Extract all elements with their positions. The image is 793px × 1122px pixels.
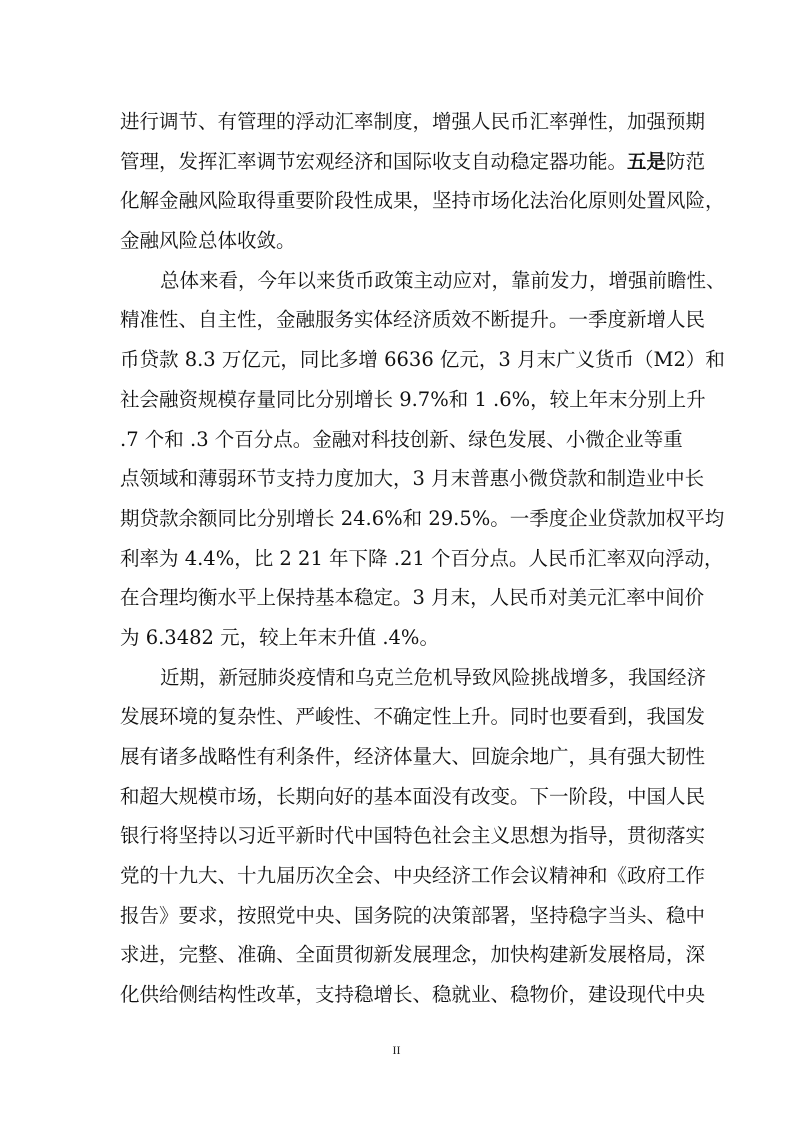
text-line: 点领域和薄弱环节支持力度加大，3 月末普惠小微贷款和制造业中长 [120, 467, 705, 491]
text-line: 银行将坚持以习近平新时代中国特色社会主义思想为指导，贯彻落实 [120, 824, 706, 848]
paragraph-first-line: 总体来看，今年以来货币政策主动应对，靠前发力，增强前瞻性、 [160, 268, 726, 292]
text-line: 金融风险总体收敛。 [120, 229, 296, 253]
text-line: 社会融资规模存量同比分别增长 9.7%和 1 .6%，较上年末分别上升 [120, 387, 706, 411]
text-line: 求进，完整、准确、全面贯彻新发展理念，加快构建新发展格局，深 [120, 943, 706, 967]
text-line: 进行调节、有管理的浮动汇率制度，增强人民币汇率弹性，加强预期 [120, 110, 706, 133]
text-line: 在合理均衡水平上保持基本稳定。3 月末，人民币对美元汇率中间价 [120, 586, 705, 610]
text-line: 和超大规模市场，长期向好的基本面没有改变。下一阶段，中国人民 [120, 784, 706, 808]
text-line: 展有诸多战略性有利条件，经济体量大、回旋余地广，具有强大韧性 [120, 745, 706, 768]
text-segment: 防范 [666, 149, 706, 173]
paragraph-first-line: 近期，新冠肺炎疫情和乌克兰危机导致风险挑战增多，我国经济 [160, 665, 707, 689]
text-line: 化解金融风险取得重要阶段性成果，坚持市场化法治化原则处置风险， [120, 189, 725, 213]
body-text [120, 102, 726, 1015]
text-line: 利率为 4.4%，比 2 21 年下降 .21 个百分点。人民币汇率双向浮动， [120, 546, 724, 570]
text-line: 为 6.3482 元，较上年末升值 .4%。 [120, 625, 439, 649]
text-line: 报告》要求，按照党中央、国务院的决策部署，坚持稳字当头、稳中 [120, 903, 706, 927]
text-line: .7 个和 .3 个百分点。金融对科技创新、绿色发展、小微企业等重 [120, 427, 683, 451]
page-number: II [392, 1043, 401, 1057]
text-segment: 管理，发挥汇率调节宏观经济和国际收支自动稳定器功能。 [120, 149, 628, 173]
text-line: 党的十九大、十九届历次全会、中央经济工作会议精神和《政府工作 [120, 864, 706, 888]
bold-lead: 五是 [627, 149, 667, 173]
text-line: 期贷款余额同比分别增长 24.6%和 29.5%。一季度企业贷款加权平均 [120, 506, 725, 530]
text-line [120, 142, 706, 182]
text-line: 化供给侧结构性改革，支持稳增长、稳就业、稳物价，建设现代中央 [120, 983, 706, 1007]
text-line: 发展环境的复杂性、严峻性、不确定性上升。同时也要看到，我国发 [120, 705, 706, 729]
text-line: 精准性、自主性，金融服务实体经济质效不断提升。一季度新增人民 [120, 308, 706, 332]
text-line: 币贷款 8.3 万亿元，同比多增 6636 亿元，3 月末广义货币（M2）和 [120, 348, 725, 372]
